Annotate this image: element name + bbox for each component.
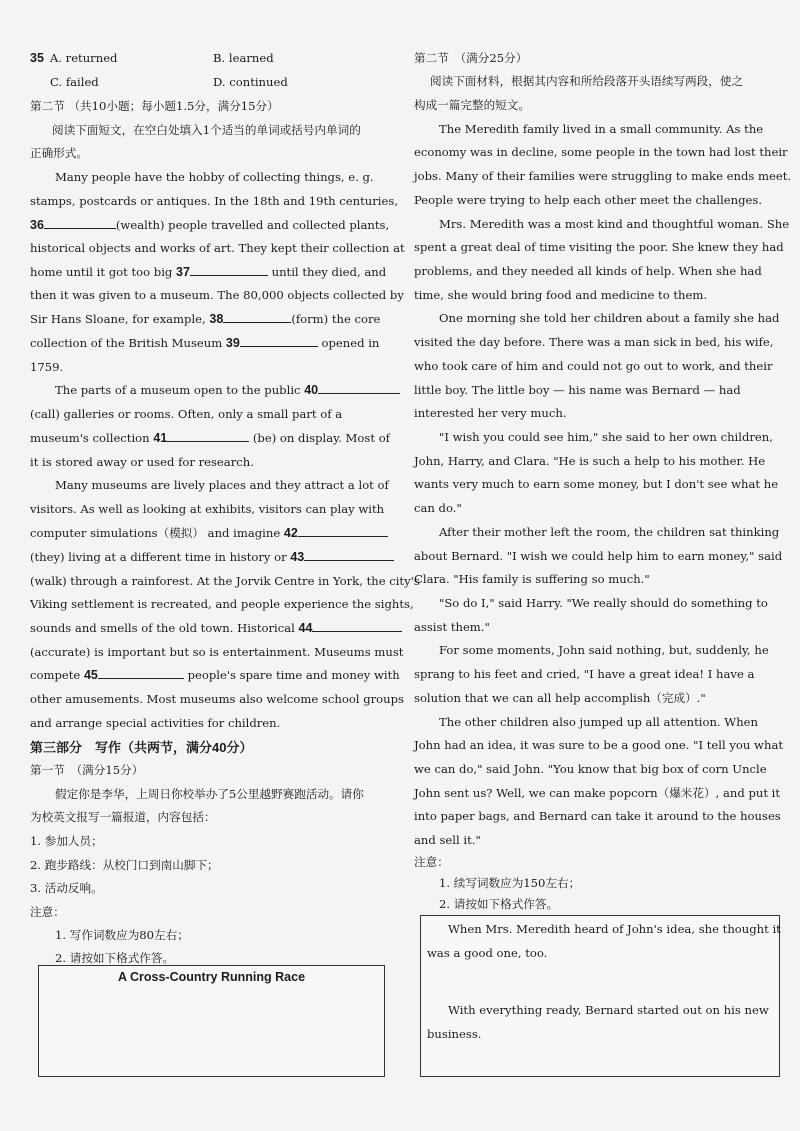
cloze-line-36 <box>30 214 389 238</box>
writing-2-note-2: 2. 请按如下格式作答。 <box>439 897 559 911</box>
cloze-line: 1759. <box>30 360 64 374</box>
cloze-text: The parts of a museum open to the public <box>55 383 301 397</box>
blank-number-39: 39 <box>225 336 240 350</box>
blank-45[interactable] <box>98 664 184 679</box>
cloze-line-44 <box>30 617 402 641</box>
story-line: about Bernard. "I wish we could help him to earn money," said <box>414 549 783 563</box>
story-line: spent a great deal of time visiting the poor. She knew they had <box>414 240 784 254</box>
story-line: Clara. "His family is suffering so much." <box>414 572 650 586</box>
story-line: John had an idea, it was sure to be a good one. "I tell you what <box>414 738 784 752</box>
cloze-line: visitors. As well as looking at exhibits, visitors can play with <box>30 502 385 516</box>
option-a: A. returned <box>49 51 118 65</box>
cloze-line-37 <box>30 261 386 285</box>
cloze-text: computer simulations（模拟） and imagine <box>30 526 281 540</box>
blank-number-36: 36 <box>30 218 44 232</box>
blank-number-44: 44 <box>298 621 313 635</box>
story-line: John, Harry, and Clara. "He is such a help to his mother. He <box>414 454 766 468</box>
cloze-line-41 <box>30 427 390 451</box>
story-line: wants very much to earn some money, but I don't see what he <box>414 477 779 491</box>
cloze-line: (call) galleries or rooms. Often, only a small part of a <box>30 407 343 421</box>
blank-41[interactable] <box>167 427 249 442</box>
story-line: assist them." <box>414 620 490 634</box>
story-line: into paper bags, and Bernard can take it around to the houses <box>414 809 781 823</box>
story-line: can do." <box>414 501 462 515</box>
cloze-text: until they died, and <box>271 265 387 279</box>
cloze-line: other amusements. Most museums also welcome school groups <box>30 692 404 706</box>
writing-1-prompt-line1: 假定你是李华，上周日你校举办了5公里越野赛跑活动。请你 <box>55 787 364 801</box>
story-line: jobs. Many of their families were struggling to make ends meet. <box>414 169 792 183</box>
story-line: The other children also jumped up all attention. When <box>439 715 759 729</box>
cloze-text: sounds and smells of the old town. Historical <box>30 621 295 635</box>
story-line: After their mother left the room, the children sat thinking <box>439 525 780 539</box>
story-line: For some moments, John said nothing, but, suddenly, he <box>439 643 769 657</box>
blank-40[interactable] <box>318 379 400 394</box>
story-line: we can do," said John. "You know that big box of corn Uncle <box>414 762 767 776</box>
story-line: John sent us? Well, we can make popcorn（爆米花）, and put it <box>414 786 781 800</box>
blank-number-40: 40 <box>304 383 319 397</box>
story-line: Mrs. Meredith was a most kind and thoughtful woman. She <box>439 217 790 231</box>
story-line: economy was in decline, some people in the town had lost their <box>414 145 788 159</box>
cloze-line: (accurate) is important but so is entertainment. Museums must <box>30 645 404 659</box>
option-c: C. failed <box>50 75 99 89</box>
story-line: interested her very much. <box>414 406 567 420</box>
cloze-line: Many people have the hobby of collecting things, e. g. <box>55 170 374 184</box>
cloze-line: Viking settlement is recreated, and people experience the sights, <box>30 597 414 611</box>
blank-number-45: 45 <box>83 668 98 682</box>
writing-1-note-2: 2. 请按如下格式作答。 <box>55 951 175 965</box>
writing-1-item-1: 1. 参加人员； <box>30 834 103 848</box>
writing-2-instruction-line1: 阅读下面材料，根据其内容和所给段落开头语续写两段，使之 <box>430 74 744 88</box>
cloze-line-40 <box>55 379 400 403</box>
q35-row-1 <box>30 47 117 71</box>
cloze-text: opened in <box>321 336 380 350</box>
cloze-text: people's spare time and money with <box>187 668 400 682</box>
writing-1-answer-box[interactable] <box>38 965 385 1077</box>
story-line: who took care of him and could not go out to work, and their <box>414 359 773 373</box>
story-line: and sell it." <box>414 833 481 847</box>
cloze-text: home until it got too big <box>30 265 173 279</box>
blank-number-41: 41 <box>153 431 168 445</box>
question-number-35: 35 <box>30 51 44 65</box>
writing-2-instruction-line2: 构成一篇完整的短文。 <box>414 98 530 112</box>
story-line: solution that we can all help accomplish（完成）." <box>414 691 706 705</box>
continuation-opener-1-line1: When Mrs. Meredith heard of John's idea, she thought it <box>448 922 781 936</box>
blank-42[interactable] <box>298 522 388 537</box>
cloze-text: (wealth) people travelled and collected plants, <box>115 218 390 232</box>
continuation-opener-1-line2: was a good one, too. <box>427 946 548 960</box>
story-line: problems, and they needed all kinds of help. When she had <box>414 264 762 278</box>
cloze-text: (be) on display. Most of <box>252 431 390 445</box>
blank-number-38: 38 <box>209 312 224 326</box>
writing-2-heading: 第二节 （满分25分） <box>414 51 528 65</box>
cloze-line: historical objects and works of art. They kept their collection at <box>30 241 405 255</box>
blank-44[interactable] <box>312 617 402 632</box>
section-2-instruction-line2: 正确形式。 <box>30 146 88 160</box>
story-line: One morning she told her children about a family she had <box>439 311 780 325</box>
blank-number-43: 43 <box>290 550 305 564</box>
cloze-line-43 <box>30 546 394 570</box>
option-b: B. learned <box>213 51 274 65</box>
blank-36[interactable] <box>44 214 116 229</box>
story-line: sprang to his feet and cried, "I have a great idea! I have a <box>414 667 755 681</box>
writing-1-note-1: 1. 写作词数应为80左右； <box>55 928 189 942</box>
cloze-line: (walk) through a rainforest. At the Jorvik Centre in York, the city's <box>30 574 420 588</box>
continuation-opener-2-line2: business. <box>427 1027 482 1041</box>
writing-1-box-title: A Cross-Country Running Race <box>117 970 306 984</box>
writing-1-item-2: 2. 跑步路线：从校门口到南山脚下； <box>30 858 219 872</box>
story-line: little boy. The little boy — his name was Bernard — had <box>414 383 741 397</box>
cloze-text: (form) the core <box>291 312 381 326</box>
cloze-text: compete <box>30 668 81 682</box>
blank-39[interactable] <box>240 332 318 347</box>
story-line: "So do I," said Harry. "We really should do something to <box>439 596 768 610</box>
cloze-line: stamps, postcards or antiques. In the 18th and 19th centuries, <box>30 194 399 208</box>
cloze-text: (they) living at a different time in history or <box>30 550 287 564</box>
story-line: The Meredith family lived in a small community. As the <box>439 122 764 136</box>
cloze-text: museum's collection <box>30 431 150 445</box>
section-2-heading: 第二节 （共10小题；每小题1.5分，满分15分） <box>30 99 279 113</box>
cloze-text: Sir Hans Sloane, for example, <box>30 312 206 326</box>
cloze-line-42 <box>30 522 388 546</box>
cloze-line: it is stored away or used for research. <box>30 455 254 469</box>
cloze-text: collection of the British Museum <box>30 336 223 350</box>
section-2-instruction-line1: 阅读下面短文，在空白处填入1个适当的单词或括号内单词的 <box>52 123 361 137</box>
cloze-line-39 <box>30 332 379 356</box>
part-3-heading: 第三部分 写作（共两节，满分40分） <box>30 740 253 755</box>
story-line: "I wish you could see him," she said to her own children, <box>439 430 773 444</box>
cloze-line: Many museums are lively places and they attract a lot of <box>55 478 389 492</box>
blank-43[interactable] <box>304 546 394 561</box>
story-line: visited the day before. There was a man sick in bed, his wife, <box>414 335 774 349</box>
blank-number-37: 37 <box>176 265 190 279</box>
cloze-line: and arrange special activities for children. <box>30 716 281 730</box>
writing-1-item-3: 3. 活动反响。 <box>30 881 103 895</box>
writing-1-prompt-line2: 为校英文报写一篇报道，内容包括： <box>30 810 216 824</box>
blank-38[interactable] <box>223 308 291 323</box>
cloze-line-45 <box>30 664 400 688</box>
continuation-opener-2-line1: With everything ready, Bernard started out on his new <box>448 1003 769 1017</box>
writing-2-answer-box[interactable] <box>420 915 780 1077</box>
writing-1-note: 注意： <box>30 905 65 919</box>
writing-1-heading: 第一节 （满分15分） <box>30 763 144 777</box>
story-line: time, she would bring food and medicine to them. <box>414 288 708 302</box>
cloze-line: then it was given to a museum. The 80,000 objects collected by <box>30 288 404 302</box>
blank-number-42: 42 <box>283 526 298 540</box>
writing-2-note: 注意： <box>414 855 449 869</box>
blank-37[interactable] <box>190 261 268 276</box>
cloze-line-38 <box>30 308 380 332</box>
option-d: D. continued <box>213 75 288 89</box>
story-line: People were trying to help each other meet the challenges. <box>414 193 763 207</box>
writing-2-note-1: 1. 续写词数应为150左右； <box>439 876 581 890</box>
